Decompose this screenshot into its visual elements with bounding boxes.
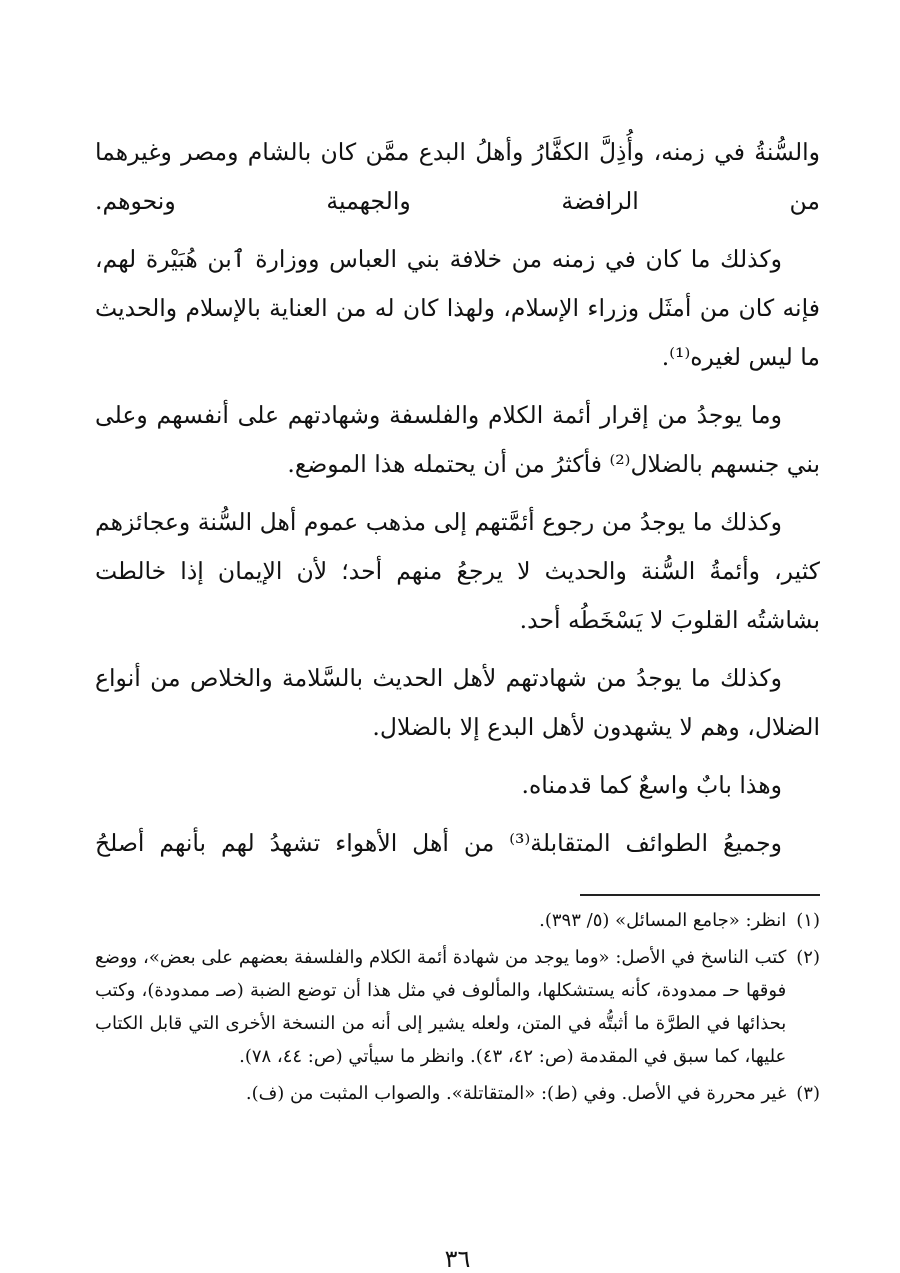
page-number: ٣٦ bbox=[444, 1245, 471, 1273]
footnote-number: (٢) bbox=[796, 947, 820, 968]
footnote-number: (١) bbox=[796, 910, 820, 931]
paragraph-7: وجميعُ الطوائف المتقابلة⁽³⁾ من أهل الأهواء تشهدُ لهم بأنهم أصلحُ bbox=[95, 829, 782, 857]
footnote-2 bbox=[95, 941, 820, 1073]
main-text bbox=[95, 128, 820, 868]
paragraph-1: والسُّنةُ في زمنه، وأُذِلَّ الكفَّارُ وأهلُ البدع ممَّن كان بالشام ومصر وغيرهما من الرافضة والجهمية ونحوهم. bbox=[95, 138, 820, 215]
paragraph-2: وكذلك ما كان في زمنه من خلافة بني العباس ووزارة ٱبن هُبَيْرة لهم، فإنه كان من أمثَل وزراء الإسلام، ولهذا كان له من العناية بالإسلام والحديث ما ليس لغيره⁽¹⁾. bbox=[95, 245, 820, 371]
footnote-number: (٣) bbox=[796, 1083, 820, 1104]
footnote-3 bbox=[95, 1077, 820, 1110]
footnote-text: كتب الناسخ في الأصل: «وما يوجد من شهادة أئمة الكلام والفلسفة بعضهم على بعض»، ووضع فوقها حـ ممدودة، كأنه يستشكلها، والمألوف في مثل هذا أن توضع الضبة (صـ ممدودة)، وكتب بحذائها في الطرَّة ما أثبتُّه في المتن، ولعله يشير إلى أنه من النسخة الأخرى التي قابل الكتاب عليها، كما سبق في المقدمة (ص: ٤٢، ٤٣). وانظر ما سيأتي (ص: ٤٤، ٧٨). bbox=[95, 947, 787, 1067]
footnote-text: غير محررة في الأصل. وفي (ط): «المتقاتلة». والصواب المثبت من (ف). bbox=[245, 1083, 787, 1104]
footnote-divider bbox=[580, 894, 820, 896]
footnote-1 bbox=[95, 904, 820, 937]
paragraph-4: وكذلك ما يوجدُ من رجوع أئمَّتهم إلى مذهب عموم أهل السُّنة وعجائزهم كثير، وأئمةُ السُّنة والحديث لا يرجعُ منهم أحد؛ لأن الإيمان إذا خالطت بشاشتُه القلوبَ لا يَسْخَطُه أحد. bbox=[95, 508, 820, 634]
paragraph-6: وهذا بابٌ واسعٌ كما قدمناه. bbox=[521, 771, 782, 799]
paragraph-5: وكذلك ما يوجدُ من شهادتهم لأهل الحديث بالسَّلامة والخلاص من أنواع الضلال، وهم لا يشهدون لأهل البدع إلا بالضلال. bbox=[95, 664, 820, 741]
footnotes bbox=[95, 904, 820, 1110]
book-page bbox=[95, 128, 820, 1273]
footnote-text: انظر: «جامع المسائل» (٥/ ٣٩٣). bbox=[539, 910, 787, 931]
paragraph-3: وما يوجدُ من إقرار أئمة الكلام والفلسفة وشهادتهم على أنفسهم وعلى بني جنسهم بالضلال⁽²⁾ فأكثرُ من أن يحتمله هذا الموضع. bbox=[95, 401, 820, 478]
